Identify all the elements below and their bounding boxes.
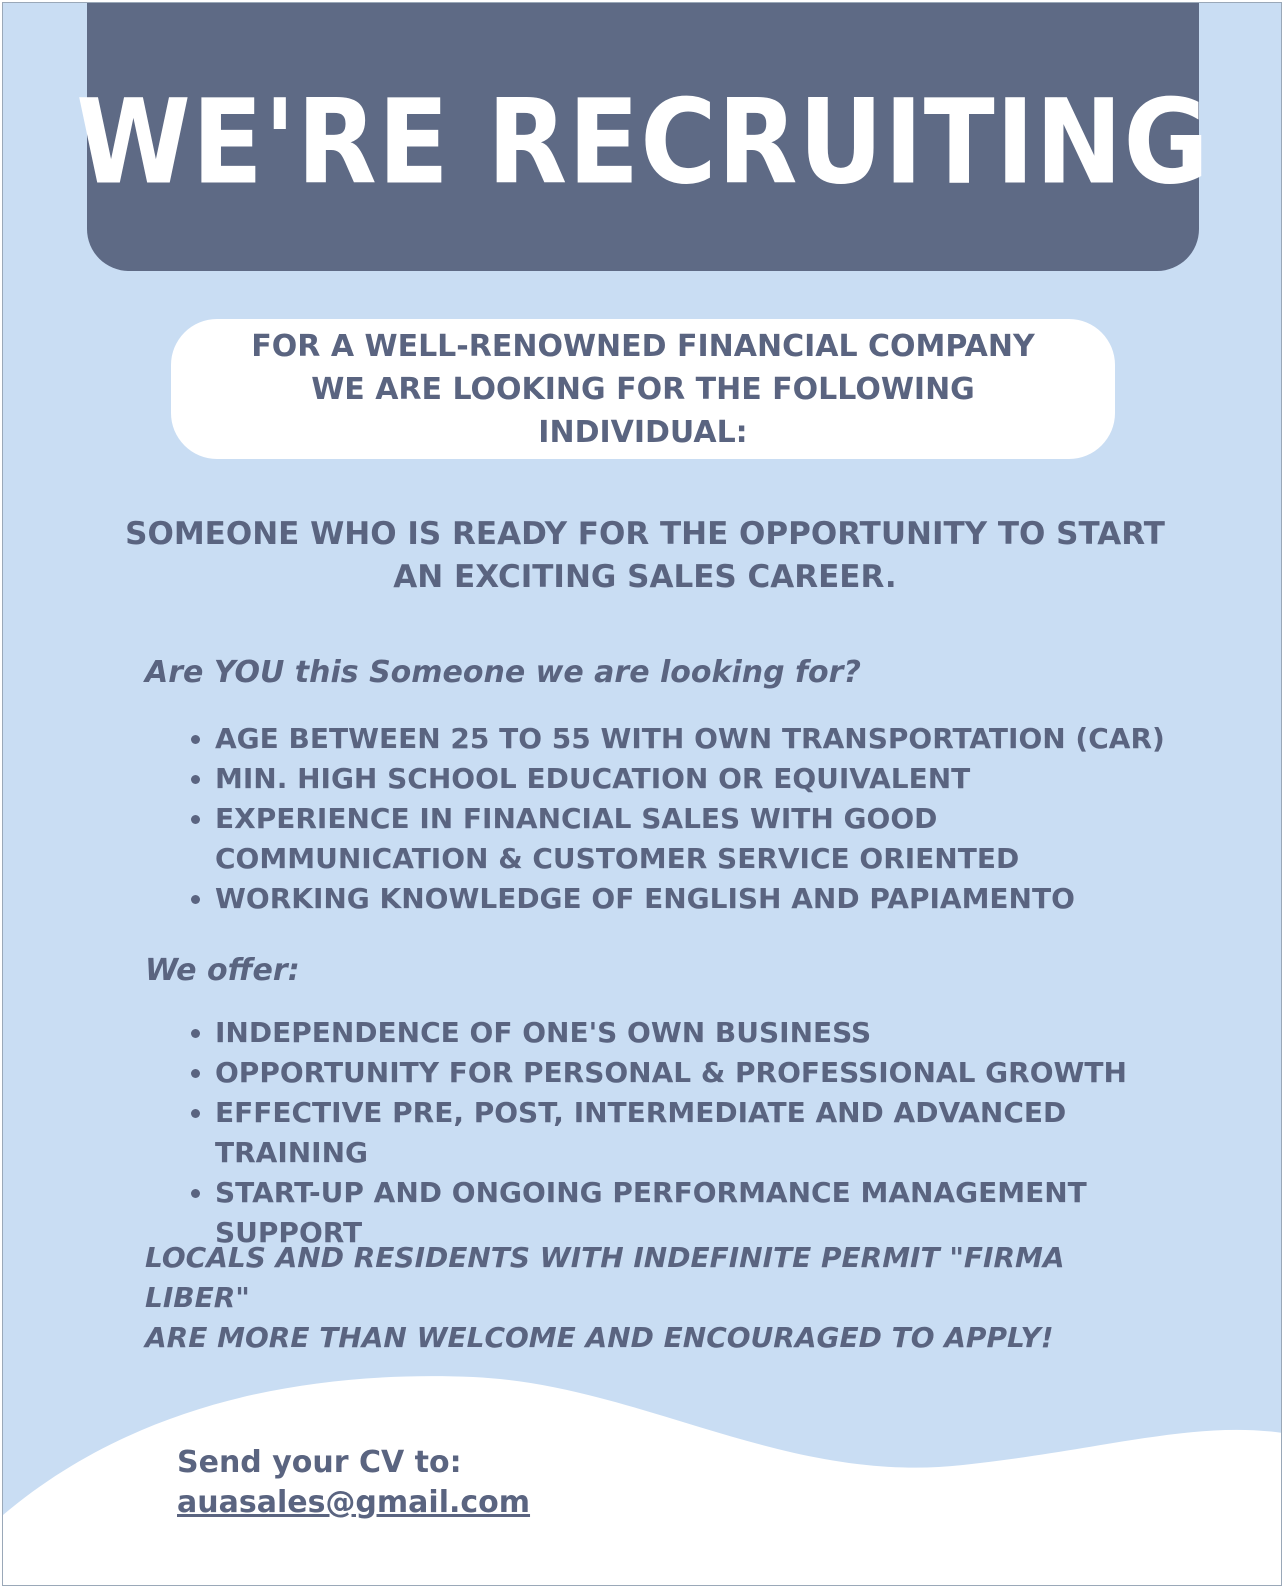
list-item: • EFFECTIVE PRE, POST, INTERMEDIATE AND ADVANCED TRAINING [215,1093,1175,1173]
tagline: SOMEONE WHO IS READY FOR THE OPPORTUNITY TO START AN EXCITING SALES CAREER. [125,516,1165,595]
list-item: • INDEPENDENCE OF ONE'S OWN BUSINESS [215,1013,1175,1053]
closing-line-1: LOCALS AND RESIDENTS WITH INDEFINITE PERMIT "FIRMA LIBER" [145,1241,1065,1314]
question-emphasis: YOU [213,655,285,690]
list-item: • AGE BETWEEN 25 TO 55 WITH OWN TRANSPORTATION (CAR) [215,719,1175,759]
list-item: • EXPERIENCE IN FINANCIAL SALES WITH GOOD COMMUNICATION & CUSTOMER SERVICE ORIENTED [215,799,1175,879]
list-item: • MIN. HIGH SCHOOL EDUCATION OR EQUIVALENT [215,759,1175,799]
list-item: • WORKING KNOWLEDGE OF ENGLISH AND PAPIAMENTO [215,879,1175,919]
question-heading [145,655,861,690]
recruitment-poster [2,2,1282,1586]
question-before: Are [145,655,214,690]
header-banner [76,2,1210,271]
closing-line-2: ARE MORE THAN WELCOME AND ENCOURAGED TO APPLY! [145,1321,1054,1354]
offer-heading: We offer: [145,953,300,988]
list-item: • OPPORTUNITY FOR PERSONAL & PROFESSIONAL GROWTH [215,1053,1175,1093]
question-after: this Someone we are looking for? [284,655,861,690]
requirements-list [187,719,1175,919]
intro-box [171,319,1115,459]
contact-label: Send your CV to: [177,1445,462,1480]
offer-list [187,1013,1175,1253]
closing-note [145,1238,1145,1358]
page-title: WE'RE RECRUITING [76,73,1210,211]
contact-block [177,1443,530,1523]
email-link[interactable]: auasales@gmail.com [177,1485,531,1520]
intro-text: FOR A WELL-RENOWNED FINANCIAL COMPANY WE ARE LOOKING FOR THE FOLLOWING INDIVIDUAL: [251,328,1035,450]
list-item: • START-UP AND ONGOING PERFORMANCE MANAGEMENT SUPPORT [215,1173,1175,1253]
